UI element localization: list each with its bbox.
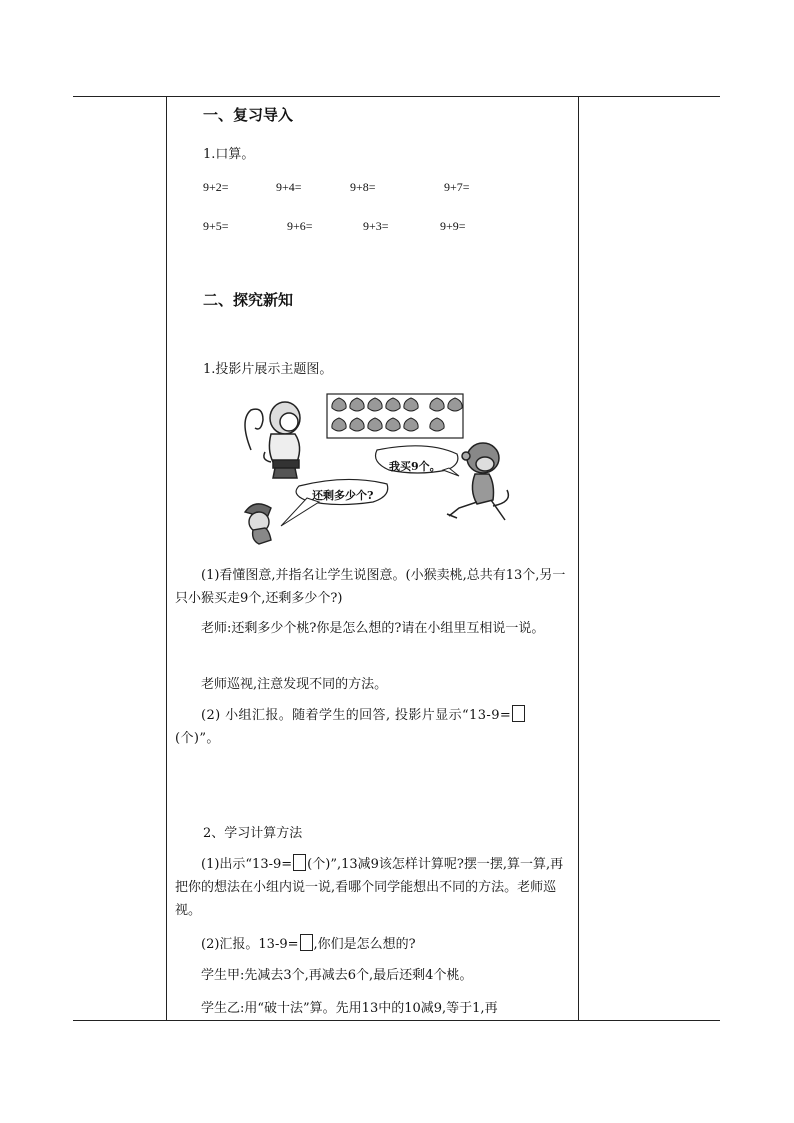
paragraph-text: 老师巡视,注意发现不同的方法。 xyxy=(201,677,388,692)
paragraph-text: (1)看懂图意,并指名让学生说图意。(小猴卖桃,总共有13个,另一只小猴买走9个,还剩多少个?) xyxy=(175,568,566,606)
calc-item: 9+2= xyxy=(203,180,229,194)
paragraph-text: ,你们是怎么想的? xyxy=(313,937,416,952)
item-projection: 1.投影片展示主题图。 xyxy=(203,362,333,377)
item-oral-calc: 1.口算。 xyxy=(203,147,255,162)
boy-figure xyxy=(245,504,271,544)
paragraph-text: 老师:还剩多少个桃?你是怎么想的?请在小组里互相说一说。 xyxy=(201,621,545,636)
paragraph-text: 学生乙:用“破十法”算。先用13中的10减9,等于1,再 xyxy=(201,1001,498,1016)
answer-box xyxy=(512,705,525,722)
paragraph-text: (1)出示“13-9= xyxy=(201,857,293,872)
seller-monkey-figure xyxy=(245,402,300,478)
paragraph-text: (2)汇报。13-9= xyxy=(201,937,299,952)
calc-item: 9+3= xyxy=(363,219,389,233)
calc-item: 9+5= xyxy=(203,219,229,233)
theme-illustration xyxy=(237,390,527,550)
item-calc-method: 2、学习计算方法 xyxy=(203,826,303,841)
calc-item: 9+4= xyxy=(276,180,302,194)
paragraph xyxy=(175,564,575,610)
speech-text-left: 还剩多少个? xyxy=(312,489,374,502)
lesson-content-cell xyxy=(167,96,578,1020)
paragraph xyxy=(175,617,575,640)
paragraph-text: (2) 小组汇报。随着学生的回答, 投影片显示“13-9= xyxy=(201,708,512,723)
section-heading-review: 一、复习导入 xyxy=(203,106,294,124)
paragraph xyxy=(175,704,575,750)
calc-item: 9+6= xyxy=(287,219,313,233)
paragraph-text: (个)”,13减9该怎样计算呢?摆一摆,算一算,再把你的想法在小组内说一说,看哪个同学能想出不同的方法。老师巡视。 xyxy=(175,857,564,918)
table-column-divider-right xyxy=(578,96,579,1020)
answer-box xyxy=(293,854,306,871)
paragraph xyxy=(175,853,575,922)
paragraph xyxy=(175,964,575,987)
paragraph-text: 学生甲:先减去3个,再减去6个,最后还剩4个桃。 xyxy=(201,968,473,983)
paragraph-text: (个)”。 xyxy=(175,731,220,746)
answer-box xyxy=(300,934,313,951)
calc-item: 9+9= xyxy=(440,219,466,233)
calc-item: 9+8= xyxy=(350,180,376,194)
paragraph xyxy=(175,997,575,1020)
paragraph xyxy=(175,933,575,956)
section-heading-explore: 二、探究新知 xyxy=(203,291,294,309)
table-bottom-border xyxy=(73,1020,720,1021)
calc-item: 9+7= xyxy=(444,180,470,194)
speech-text-right: 我买9个。 xyxy=(389,460,441,473)
paragraph xyxy=(175,673,575,696)
